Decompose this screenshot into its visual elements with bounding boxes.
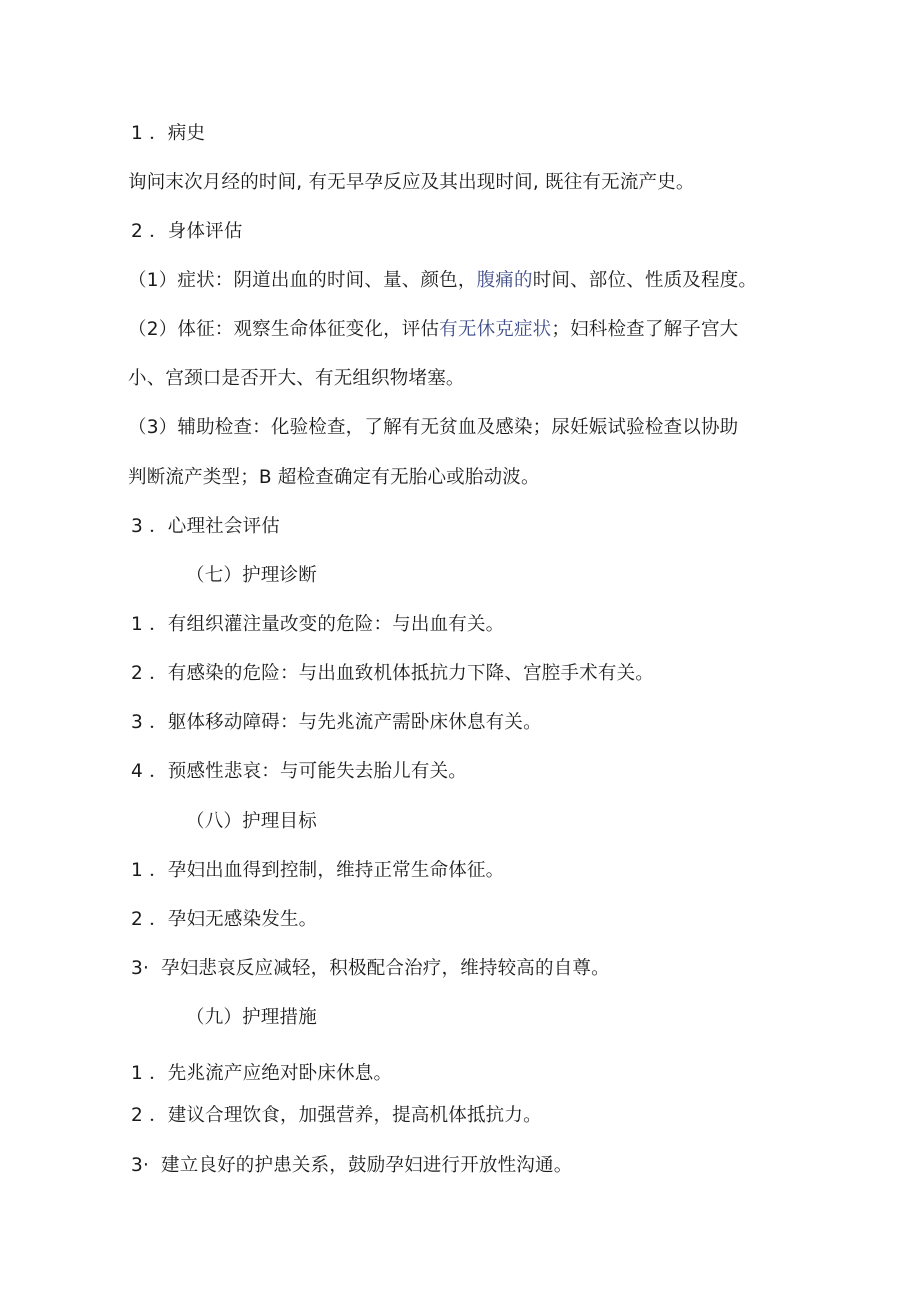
item-number: 2 ． [131, 663, 168, 684]
section-heading-diagnosis: （七）护理诊断 [186, 565, 317, 586]
list-item: 3· 孕妇悲哀反应减轻，积极配合治疗，维持较高的自尊。 [131, 958, 610, 979]
list-item: 1 ．孕妇出血得到控制，维持正常生命体征。 [131, 860, 505, 881]
list-item: 3 ．躯体移动障碍：与先兆流产需卧床休息有关。 [131, 712, 542, 733]
list-item: 2 ．建议合理饮食，加强营养，提高机体抵抗力。 [131, 1105, 542, 1126]
item-number: 3· [131, 1155, 150, 1176]
item-number: 1 ． [131, 1063, 168, 1084]
list-item: 1 ．先兆流产应绝对卧床休息。 [131, 1063, 393, 1084]
paragraph-aux-exam-cont: 判断流产类型；B 超检查确定有无胎心或胎动波。 [128, 467, 540, 488]
highlight-text: 有无休克症状 [439, 319, 552, 340]
item-number: 3 ． [131, 516, 168, 537]
item-number: 1 ． [131, 123, 168, 144]
item-number: 2 ． [131, 1105, 168, 1126]
item-number: 4 ． [131, 761, 168, 782]
list-item: 2 ．有感染的危险：与出血致机体抵抗力下降、宫腔手术有关。 [131, 663, 654, 684]
heading-history: 1 ．病史 [131, 123, 206, 144]
list-item: 1 ．有组织灌注量改变的危险：与出血有关。 [131, 614, 505, 635]
paragraph-history: 询问末次月经的时间, 有无早孕反应及其出现时间, 既往有无流产史。 [128, 172, 695, 193]
highlight-text: 腹痛的 [476, 270, 533, 291]
item-number: 2 ． [131, 909, 168, 930]
paragraph-aux-exam: （3）辅助检查：化验检查，了解有无贫血及感染；尿妊娠试验检查以协助 [128, 417, 739, 438]
heading-psychosocial: 3 ．心理社会评估 [131, 516, 280, 537]
list-item: 4 ．预感性悲哀：与可能失去胎儿有关。 [131, 761, 467, 782]
item-number: 1 ． [131, 860, 168, 881]
section-heading-goals: （八）护理目标 [186, 811, 317, 832]
list-item: 3· 建立良好的护患关系，鼓励孕妇进行开放性沟通。 [131, 1155, 573, 1176]
paragraph-signs: （2）体征：观察生命体征变化，评估有无休克症状；妇科检查了解子宫大 [128, 319, 739, 340]
heading-physical-assessment: 2 ．身体评估 [131, 221, 243, 242]
paragraph-symptoms: （1）症状：阴道出血的时间、量、颜色，腹痛的时间、部位、性质及程度。 [128, 270, 758, 291]
list-item: 2 ．孕妇无感染发生。 [131, 909, 318, 930]
section-heading-measures: （九）护理措施 [186, 1007, 317, 1028]
item-number: 3 ． [131, 712, 168, 733]
item-number: 2 ． [131, 221, 168, 242]
item-number: 3· [131, 958, 150, 979]
paragraph-signs-cont: 小、宫颈口是否开大、有无组织物堵塞。 [128, 368, 465, 389]
item-number: 1 ． [131, 614, 168, 635]
